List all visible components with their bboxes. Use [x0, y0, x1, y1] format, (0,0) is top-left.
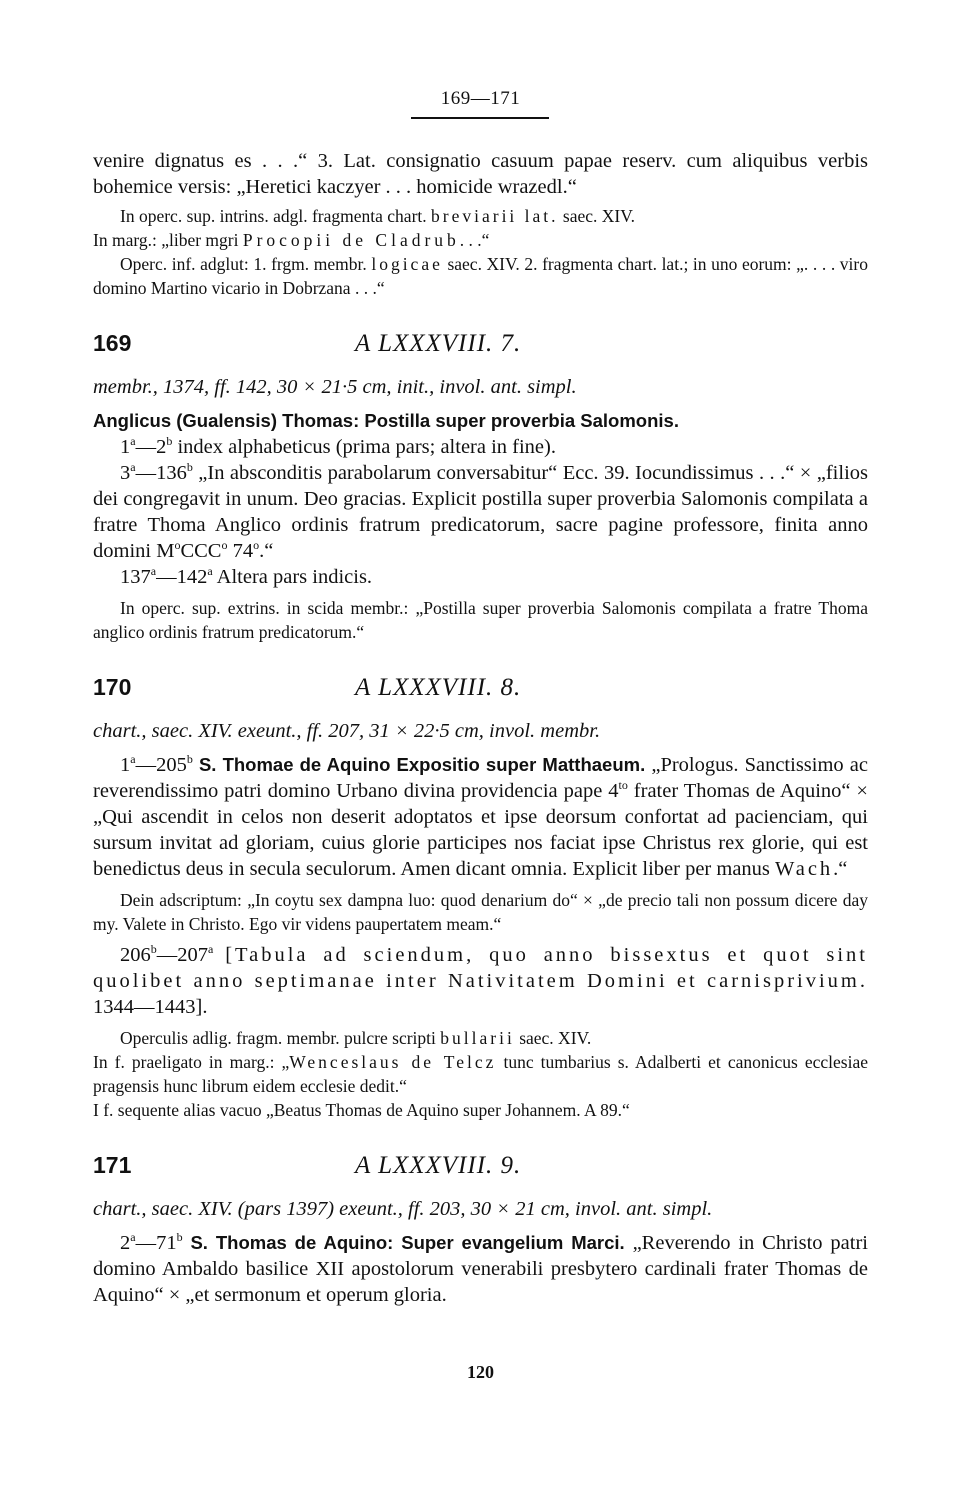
page-body [93, 148, 868, 1308]
superscript: b [186, 460, 193, 475]
text: —142 [156, 566, 208, 588]
work-title: S. Thomas de Aquino: Super evangelium Marci. [190, 1232, 625, 1253]
text: —71 [135, 1232, 177, 1254]
page-number: 120 [467, 1362, 494, 1382]
entry-content-line [93, 564, 868, 590]
text: 1 [120, 436, 131, 458]
text [213, 944, 225, 966]
entry-note [93, 1026, 868, 1050]
superscript: b [166, 434, 173, 449]
entry-title [93, 408, 868, 434]
spaced-text: bullarii [440, 1028, 515, 1048]
entry-content-line [93, 1230, 868, 1308]
entry-content-line [93, 434, 868, 460]
text: 2 [120, 1232, 131, 1254]
spaced-text: [Tabula ad sciendum, quo anno bissextus et quot sint quolibet anno septimanae inter Nativitatem Domini et carnisprivium. [93, 944, 869, 992]
intro-note-1 [93, 204, 868, 228]
entry-note: In operc. sup. extrins. in scida membr.: „Postilla super proverbia Salomonis compilata a fratre Thoma anglico ordinis fratrum predicatorum.“ [93, 598, 868, 642]
superscript: to [618, 778, 628, 793]
text: .“ [833, 858, 848, 880]
entry-169-header [93, 330, 868, 366]
intro-paragraph: venire dignatus es . . .“ 3. Lat. consignatio casuum papae reserv. cum aliquibus verbis bohemice versis: „Heretici kaczyer . . . homicide wrazedl.“ [93, 150, 868, 198]
superscript: b [176, 1230, 183, 1245]
superscript: a [207, 564, 213, 579]
superscript: o [253, 538, 260, 553]
superscript: b [150, 942, 157, 957]
text: index alphabeticus (prima pars; altera in fine). [172, 436, 556, 458]
entry-number: 170 [93, 674, 132, 700]
spaced-text: breviarii lat. [431, 206, 559, 226]
text: „Reverendo in Christo patri domino Ambaldo basilice XII apostolorum venerabili presbytero cardinali frater Thomas de Aquino“ × „et sermonum et operum gloria. [93, 1232, 869, 1306]
entry-content-line [93, 942, 868, 1020]
intro-note-2 [93, 228, 868, 252]
text: .“ [259, 540, 274, 562]
superscript: b [186, 752, 193, 767]
intro-note-3 [93, 252, 868, 300]
spaced-text: Procopii de Cladrub [242, 230, 460, 250]
text: —2 [135, 436, 167, 458]
superscript: a [130, 460, 136, 475]
text: 1 [120, 754, 131, 776]
text: saec. XIV. [514, 1028, 592, 1048]
text: In operc. sup. intrins. adgl. fragmenta chart. [120, 206, 432, 226]
text: —207 [156, 944, 208, 966]
entry-note: I f. sequente alias vacuo „Beatus Thomas de Aquino super Johannem. A 89.“ [93, 1100, 630, 1120]
text: —136 [135, 462, 187, 484]
entry-note [93, 1050, 868, 1098]
entry-physical-description: chart., saec. XIV. (pars 1397) exeunt., ff. 203, 30 × 21 cm, invol. ant. simpl. [93, 1198, 713, 1220]
text: Operc. inf. adglut: 1. frgm. membr. [120, 254, 372, 274]
text: tunc tumbarius s. Adalberti et canonicus ecclesiae pragensis hunc librum eidem ecclesie dedit.“ [93, 1052, 868, 1096]
superscript: o [174, 538, 181, 553]
superscript: a [130, 1230, 136, 1245]
text: 206 [120, 944, 151, 966]
text: 3 [120, 462, 131, 484]
running-head-rule [411, 117, 549, 119]
entry-note: Dein adscriptum: „In coytu sex dampna luo: quod denarium do“ × „de precio tali non possum dicere day my. Valete in Christo. Ego vir videns paupertatem meam.“ [93, 890, 868, 934]
text: 74 [227, 540, 254, 562]
entry-170-header [93, 674, 868, 710]
superscript: a [150, 564, 157, 579]
text: —205 [135, 754, 187, 776]
text: In marg.: „liber mgri [93, 230, 243, 250]
text: saec. XIV. 2. fragmenta chart. lat.; in uno eorum: „. . . . viro domino Martino vicario in Dobrzana . . .“ [93, 254, 868, 298]
entry-number: 171 [93, 1152, 132, 1178]
text: In f. praeligato in marg.: „ [93, 1052, 290, 1072]
spaced-text: Wenceslaus de Telcz [289, 1052, 497, 1072]
entry-physical-description: membr., 1374, ff. 142, 30 × 21·5 cm, init., invol. ant. simpl. [93, 376, 577, 398]
running-head: 169—171 [440, 88, 521, 109]
entry-signature: A LXXXVIII. 9. [355, 1152, 522, 1179]
text: . . .“ [459, 230, 490, 250]
entry-171-header [93, 1152, 868, 1188]
superscript: a [130, 752, 136, 767]
superscript: a [208, 942, 214, 957]
entry-physical-description: chart., saec. XIV. exeunt., ff. 207, 31 × 22·5 cm, invol. membr. [93, 720, 601, 742]
text: 1344—1443]. [93, 996, 208, 1018]
entry-content-line [93, 460, 868, 564]
superscript: a [130, 434, 136, 449]
text: Operculis adlig. fragm. membr. pulcre scripti [120, 1028, 441, 1048]
text: frater Thomas de Aquino“ × „Qui ascendit in celos non deserit adoptatos et ipse deorsum confortat ad pacienciam, qui sursum invitat ad gloriam, cuius glorie participes nos faciat ipse Christus rex glorie, qui est benedictus deus in secula seculorum. Amen dicant omnia. Explicit liber per manus [93, 780, 868, 880]
entry-number: 169 [93, 330, 132, 356]
spaced-text: Wach [775, 858, 834, 880]
spaced-text: logicae [371, 254, 443, 274]
text: saec. XIV. [558, 206, 636, 226]
superscript: o [221, 538, 228, 553]
text: CCC [180, 540, 222, 562]
text: Altera pars indicis. [212, 566, 373, 588]
entry-content-line [93, 752, 868, 882]
entry-signature: A LXXXVIII. 8. [355, 674, 522, 701]
text: 137 [120, 566, 151, 588]
text: „In absconditis parabolarum conversabitur“ Ecc. 39. Iocundissimus . . .“ × „filios dei congregavit in unum. Deo gracias. Explicit postilla super proverbia Salomonis compilata a fratre Thoma Anglico ordinis fratrum predicatorum, sacre pagine professore, finita anno domini M [93, 462, 868, 562]
work-title: Anglicus (Gualensis) Thomas: Postilla super proverbia Salomonis. [93, 410, 679, 431]
entry-signature: A LXXXVIII. 7. [355, 330, 522, 357]
work-title: S. Thomae de Aquino Expositio super Matthaeum. [198, 754, 646, 775]
text: „Prologus. Sanctissimo ac reverendissimo patri domino Urbano divina providencia pape 4 [93, 754, 868, 802]
